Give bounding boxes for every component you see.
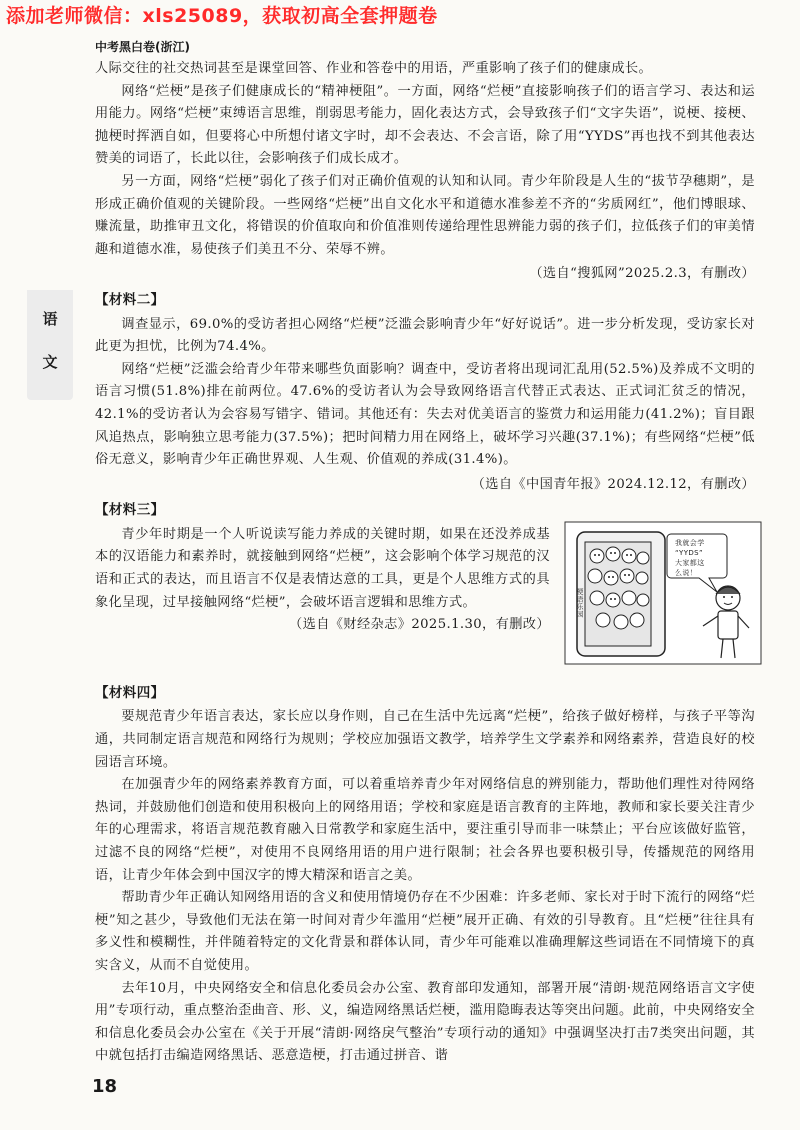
material1-paragraph-0: 人际交往的社交热词甚至是课堂回答、作业和答卷中的用语，严重影响了孩子们的健康成长。 bbox=[95, 61, 653, 76]
material4-paragraph-2: 在加强青少年的网络素养教育方面，可以着重培养青少年对网络信息的辨别能力，帮助他们理性对待网络热词，并鼓励他们创造和使用积极向上的网络用语；学校和家庭是语言教育的主阵地，教师和家长要关注青少年的心理需求，将语言规范教育融入日常教学和家庭生活中，要注重引导而非一味禁止；平台应该做好监管，过滤不良的网络“烂梗”，对使用不良网络用语的用户进行限制；社会各界也要积极引导，传播规范的网络用语，让青少年体会到中国汉字的博大精深和语言之美。 bbox=[95, 777, 755, 883]
material1-paragraph-1: 网络“烂梗”是孩子们健康成长的“精神梗阻”。一方面，网络“烂梗”直接影响孩子们的语言学习、表达和运用能力。网络“烂梗”束缚语言思维，削弱思考能力，固化表达方式，会导致孩子们“文字失语”，说梗、接梗、抛梗时挥洒自如，但要将心中所想付诸文字时，却不会表达、不会言语，除了用“YYDS”再也找不到其他表达赞美的词语了，长此以往，会影响孩子们成长成才。 bbox=[95, 83, 755, 167]
material4-paragraph-4: 去年10月，中央网络安全和信息化委员会办公室、教育部印发通知，部署开展“清朗·规范网络语言文字使用”专项行动，重点整治歪曲音、形、义，编造网络黑话烂梗，滥用隐晦表达等突出问题。此前，中央网络安全和信息化委员会办公室在《关于开展“清朗·网络戾气整治”专项行动的通知》中强调坚决打击7类突出问题，其中就包括打击编造网络黑话、恶意造梗，打击通过拼音、谐 bbox=[95, 980, 755, 1064]
page-number: 18 bbox=[92, 1076, 118, 1097]
material4-paragraph-3: 帮助青少年正确认知网络用语的含义和使用情境仍存在不少困难：许多老师、家长对于时下流行的网络“烂梗”知之甚少，导致他们无法在第一时间对青少年滥用“烂梗”展开正确、有效的引导教育。且“烂梗”往往具有多义性和模糊性，并伴随着特定的文化背景和群体认同，青少年可能难以准确理解这些词语在不同情境下的真实含义，从而不自觉使用。 bbox=[95, 890, 755, 973]
page-body bbox=[95, 58, 755, 1068]
material2-paragraph-2: 网络“烂梗”泛滥会给青少年带来哪些负面影响？调查中，受访者将出现词汇乱用(52.5%)及养成不文明的语言习惯(51.8%)排在前两位。47.6%的受访者认为会导致网络语言代替正式表达、正式词汇贫乏的情况，42.1%的受访者认为会容易写错字、错词。其他还有：失去对优美语言的鉴赏力和运用能力(41.2%)；盲目跟风追热点，影响独立思考能力(37.5%)；把时间精力用在网络上，破坏学习兴趣(37.1%)；有些网络“烂梗”低俗无意义，影响青少年正确世界观、人生观、价值观的养成(31.4%)。 bbox=[95, 361, 755, 468]
material2-heading: 【材料二】 bbox=[95, 291, 165, 308]
bubble-line-3: 大家都这 bbox=[675, 558, 705, 567]
material3-paragraph bbox=[95, 524, 550, 633]
subject-side-tab bbox=[27, 290, 73, 400]
material3-text: 青少年时期是一个人听说读写能力养成的关键时期，如果在还没养成基本的汉语能力和素养时，就接触到网络“烂梗”，这会影响个体学习规范的汉语和正式的表达，而且语言不仅是表情达意的工具，更是个人思维方式的具象化呈现，过早接触网络“烂梗”，会破坏语言逻辑和思维方式。 bbox=[95, 526, 550, 610]
watermark-banner: 添加老师微信：xls25089，获取初高全套押题卷 bbox=[6, 5, 438, 27]
material3-source: （选自《财经杂志》2025.1.30，有删改） bbox=[289, 617, 550, 633]
bubble-line-1: 我就会学 bbox=[675, 538, 705, 547]
bubble-line-4: 么说！ bbox=[675, 568, 698, 577]
material2-paragraph-1: 调查显示，69.0%的受访者担心网络“烂梗”泛滥会影响青少年“好好说话”。进一步分析发现，受访家长对此更为担忧，比例为74.4%。 bbox=[95, 316, 755, 355]
cartoon-illustration bbox=[563, 518, 763, 668]
material1-paragraph-2: 另一方面，网络“烂梗”弱化了孩子们对正确价值观的认知和认同。青少年阶段是人生的“拔节孕穗期”，是形成正确价值观的关键阶段。一些网络“烂梗”出自文化水平和道德水准参差不齐的“劣质网红”，他们博眼球、赚流量，助推审丑文化，将错误的价值取向和价值准则传递给理性思辨能力弱的孩子们，拉低孩子们的审美情趣和道德水准，易使孩子们美丑不分、荣辱不辨。 bbox=[95, 173, 755, 257]
material3-heading: 【材料三】 bbox=[95, 502, 165, 519]
side-tab-char-2: 文 bbox=[42, 353, 58, 371]
material2-source: （选自《中国青年报》2024.12.12，有删改） bbox=[471, 476, 755, 492]
cartoon-sign: 梗语乐园 bbox=[576, 587, 584, 618]
series-title: 中考黑白卷(浙江) bbox=[95, 40, 190, 54]
material4-paragraph-1: 要规范青少年语言表达，家长应以身作则，自己在生活中先远离“烂梗”，给孩子做好榜样，与孩子平等沟通，共同制定语言规范和网络行为规则；学校应加强语文教学，培养学生文学素养和网络素养，营造良好的校园语言环境。 bbox=[95, 709, 755, 770]
side-tab-char-1: 语 bbox=[42, 310, 58, 328]
material1-source: （选自“搜狐网”2025.2.3，有删改） bbox=[529, 266, 755, 282]
bubble-line-2: “YYDS” bbox=[675, 548, 704, 557]
material3-block bbox=[95, 524, 755, 680]
material4-heading: 【材料四】 bbox=[95, 684, 165, 701]
